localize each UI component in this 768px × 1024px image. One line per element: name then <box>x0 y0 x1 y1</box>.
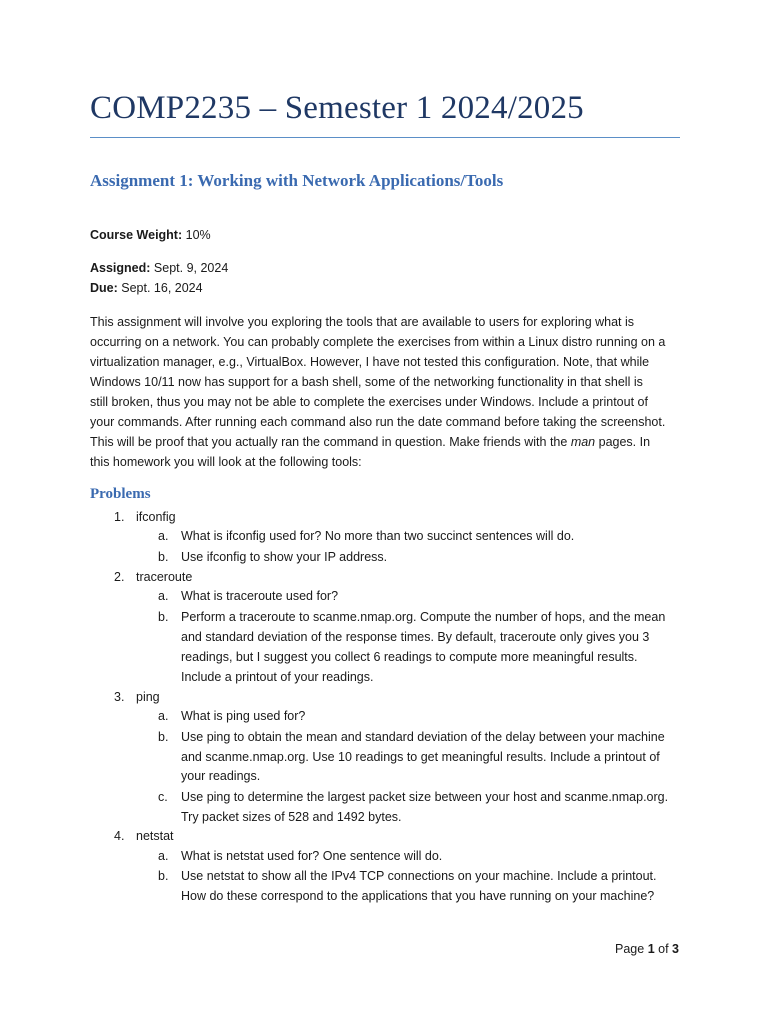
intro-line <box>90 432 690 452</box>
page-number <box>615 942 679 956</box>
problem-number: 3. <box>114 690 125 704</box>
subitem-text: and standard deviation of the response times. By default, traceroute only gives you 3 <box>181 630 650 644</box>
subitem-text: What is netstat used for? One sentence will do. <box>181 849 443 863</box>
subitem-letter: b. <box>158 610 169 624</box>
subitem-text: your readings. <box>181 769 261 783</box>
intro-text: pages. In <box>595 435 651 449</box>
problems-heading: Problems <box>90 486 151 502</box>
problem-name: ping <box>136 690 160 704</box>
document-title: COMP2235 – Semester 1 2024/2025 <box>90 90 584 126</box>
subitem-letter: a. <box>158 589 169 603</box>
course-weight-line <box>90 228 211 242</box>
subitem-letter: b. <box>158 550 169 564</box>
problem-number: 4. <box>114 829 125 843</box>
title-underline <box>90 137 680 138</box>
subitem-text: What is ifconfig used for? No more than two succinct sentences will do. <box>181 529 575 543</box>
subitem-text: Include a printout of your readings. <box>181 670 374 684</box>
due-label: Due: <box>90 281 118 295</box>
problem-name: traceroute <box>136 570 193 584</box>
intro-line: this homework you will look at the following tools: <box>90 455 362 469</box>
subitem-text: How do these correspond to the applications that you have running on your machine? <box>181 889 655 903</box>
man-emphasis: man <box>570 435 596 449</box>
subitem-text: What is traceroute used for? <box>181 589 339 603</box>
problem-number: 2. <box>114 570 125 584</box>
problem-name: ifconfig <box>136 510 176 524</box>
subitem-text: Try packet sizes of 528 and 1492 bytes. <box>181 810 402 824</box>
assigned-label: Assigned: <box>90 261 151 275</box>
subitem-letter: b. <box>158 869 169 883</box>
subitem-letter: a. <box>158 529 169 543</box>
assigned-line <box>90 261 228 275</box>
page-current: 1 <box>647 942 655 956</box>
subitem-text: Use netstat to show all the IPv4 TCP connections on your machine. Include a printout. <box>181 869 657 883</box>
assignment-subtitle: Assignment 1: Working with Network Applications/Tools <box>90 171 504 190</box>
intro-line: still broken, thus you may not be able to complete the exercises under Windows. Include a printout of <box>90 395 648 409</box>
page-word: Page <box>615 942 645 956</box>
intro-line: Windows 10/11 now has support for a bash shell, some of the networking functionality in that shell is <box>90 375 643 389</box>
subitem-letter: c. <box>158 790 168 804</box>
intro-line: your commands. After running each command also run the date command before taking the screenshot. <box>90 415 666 429</box>
intro-line: This assignment will involve you exploring the tools that are available to users for exploring what is <box>90 315 635 329</box>
subitem-text: Use ifconfig to show your IP address. <box>181 550 388 564</box>
course-weight-value: 10% <box>185 228 211 242</box>
intro-line: virtualization manager, e.g., VirtualBox. However, I have not tested this configuration. Note, that while <box>90 355 650 369</box>
subitem-text: Perform a traceroute to scanme.nmap.org. Compute the number of hops, and the mean <box>181 610 666 624</box>
of-word: of <box>658 942 669 956</box>
subitem-letter: b. <box>158 730 169 744</box>
intro-line: occurring on a network. You can probably complete the exercises from within a Linux distro running on a <box>90 335 666 349</box>
due-line <box>90 281 203 295</box>
problem-number: 1. <box>114 510 125 524</box>
assigned-value: Sept. 9, 2024 <box>153 261 229 275</box>
due-value: Sept. 16, 2024 <box>121 281 203 295</box>
subitem-text: What is ping used for? <box>181 709 306 723</box>
subitem-letter: a. <box>158 849 169 863</box>
intro-paragraph <box>90 312 690 472</box>
subitem-text: Use ping to obtain the mean and standard deviation of the delay between your machine <box>181 730 665 744</box>
subitem-letter: a. <box>158 709 169 723</box>
subitem-text: and scanme.nmap.org. Use 10 readings to get meaningful results. Include a printout of <box>181 750 660 764</box>
page-total: 3 <box>672 942 679 956</box>
subitem-text: readings, but I suggest you collect 6 readings to compute more meaningful results. <box>181 650 638 664</box>
intro-text: This will be proof that you actually ran the command in question. Make friends with the <box>90 435 571 449</box>
course-weight-label: Course Weight: <box>90 228 183 242</box>
problem-name: netstat <box>136 829 174 843</box>
subitem-text: Use ping to determine the largest packet size between your host and scanme.nmap.org. <box>181 790 669 804</box>
